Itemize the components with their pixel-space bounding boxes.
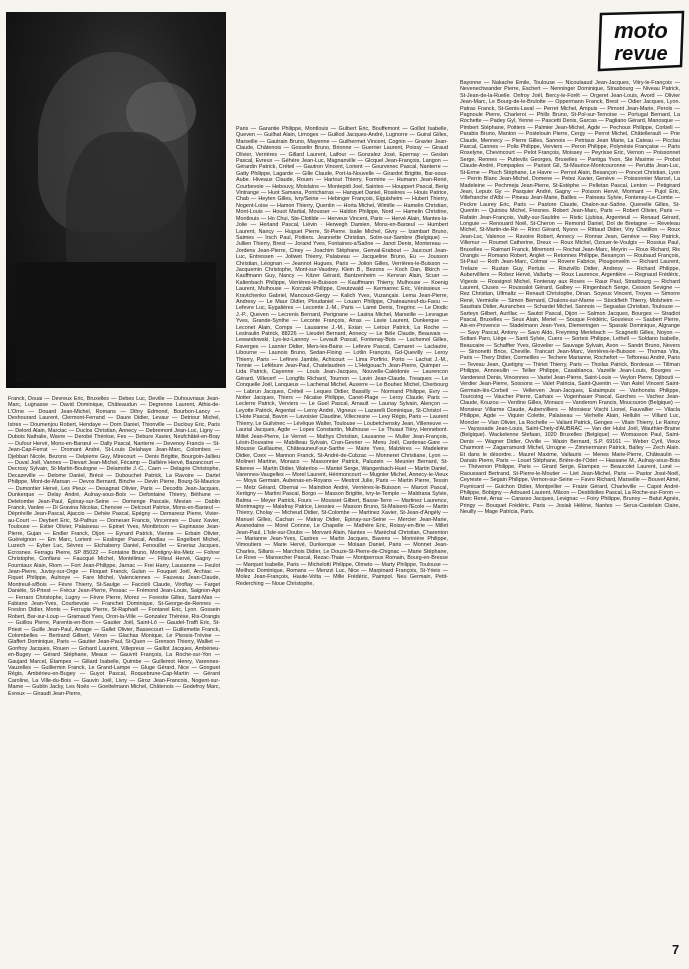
motorcycle-photo xyxy=(6,12,226,388)
page-number: 7 xyxy=(672,942,680,957)
name-list-column-3 xyxy=(460,80,680,966)
logo-revue-text: revue xyxy=(614,43,668,65)
column-text: Bayonne — Nakache Emile, Toulouse — Nicoulaaud Jean-Jacques, Vitry-le-François — Nevenechwander Pierre, Eschert — Nenninger Dominique, Strasbourg — Niveau Patrick, St-Jean-de-la-Ruelle. Onfroy Joël, Bercy-le-Forêt — Orgeret Jean-Louis, Avord — Olivier Jean-Marc, Le Bourg-de-le-Brulotte — Oppermann Franck, Brest — Odier Jacques, Lyon. Patras Franck, St-Genis-Laval — Perret Michel, Ampuis — Pimont Jean-Marie, Perols — Pagnoule Pierre, Charleroi — Phills Bruno, St-Pol-sur-Ternoise — Portugal Bernard, La Rochette — Padey Gyl, Yenne — Pascetti Denis, Garcas — Pagliano Gérard, Manosque — Pimbert Stéphane, Poitiers — Palmier Jean-Michel, Agde — Pechoux Philippe, Corbell — Parabis Bruno, Manton — Postelouin Pierre, Cergy — Perrot Michel, Châtellerault — Prie Claude, Mennecy — Pierre Gilles, Sannois — Petriaux Jean Marie, La Cateau — Picclau Pascal, Cannes — Polis Philippe, Verviers — Peron Philippe, Polynésie Française — Paris Roselyne, Chevincourt — Pelot François, Moissey — Peyrisse Eric, Vernon — Poissonnet Serge, Rennes — Puttevils Georges, Bruxelles — Pantiga Yvon, Ste Maxime — Probst Claude-André, Pompaples — Parisot Gil, St-Maurice-Montcouronne — Peruitta Jean-Luc, St-Erme — Pisch Stéphane, Le Havre — Pernot Alain, Besançon — Poncet Christian, Lyon — Perrin Blanc Jean-Michel, Domene — Petez Xavier, Genève — Poissonnier Marcel, La Madeleine — Pechmeja Jean-Pierre, St-Estèphe — Pelletan Pascal, Lenton — Petigirard Jean, Lepuix Gy — Pasquier André, Gagny — Poisson Hervé, Mormant — Pujol Eric, Villefranche d'Albi — Pineau Jean-Marie, Bailles — Paineau Sylvie, Fontenay-Le-Comte — Peckre Laurey Eric, Paris — Pastore Claude, Chalon-sur-Saône. Quenelle Gilles, St-Quentin — Quiniou Michel, Fresnes. Robert Jean-Marc, Paris — Robert Olivier, Paris — Rafatin Jean-François, Vailly-sur-Sauldre — Ristic Ljubisa, Argenteuil — Renaud Gérard, Longuie — Renouard Noël, St-Cheron — Remond Daniel, Dol de Bretagne — Reveleau Michel, St-Martin-de-Ré — Rinci Gérard, Nyons — Rittaud Didier, Viry Chatillon — Roux Jean-Luc, Valence — Ravoire Robert, Annecy — Ronnar Jean, Genève — Rey Patrick, Villemur — Roumet Catherine, Dreux — Roux Michel, Ozouer-le-Voulgis — Rossius Paul, Bruxelles — Raimart Franck, Miremont — Rochat Jean-Marc, Meyrin — Roux Richard, Ris Orangis — Romano Robert, Anglet — Retonnes Philippe, Besançon — Roubaud François, St-Paul — Roth Jean-Marc, Colmar — Rovere Fabrice, Plougonvelin — Richard Laurent, Trelaze — Rustan Guy, Pertuis — Rinzivillo Didier, Andresy — Richard Philippe, Aubervilliers — Robez Hervé, Vallarby — Roux Laurence, Argentière — Regnaud Frédéric, Vigeois — Rossignol Michel, Fontenay aux Roses — Raux Paul, Strasbourg — Richard Laurent, Cluses — Roussalot Gérard, Galbey — Ringenbach Serge, Cesson Sevigne — Rez Christian, Ulfmaltz — Renault Christophe, Dinan. Soyeux Vincent, Troyes — Simorre René, Vermiolle — Simon Bernard, Chalons-sur-Marne — Stockfleth Thierry, Molsheim — Saudrais Didier, Auranches — Schardel Michel, Sannois — Segualas Christian, Toulouse — Sarteys Gilbert, Aurillac — Sautot Pascal, Dijon — Salmon Jacques, Bourges — Stradiot Pascal, Bruxelles — Seux Alain, Meriel — Souque Frédéric, Gouvieux — Saubert Pierre, Aix-en-Provence — Stadelmann Jean-Yves, Diemeringen — Spasski Dominique, Algrange — Savy Pascal, Antony — Savo Aldo, Freyming Merlebach — Scagnetti Gilles, Noyon — Soltani Paro, Liège — Santi Sylvie, Cuers — Sorteix Philippe, Lethell — Soldano Isabelle, Beaucaire — Schaffter Yves, Glovelier — Sauvage Sylvain, Avon — Sandri Bruno, Nevers — Simonetti Brice, Cheville. Trancart Jean-Marc, Verrières-le-Buisson — Thomas Vita, Paris — Thery Didier, Cormeilles — Techere Marianne, Rochefort — Teftoreau André, Paris — Teveau Jean, Quetigny — Thiriet Thierry, Paris — Thoilas Patrick, Bordeaux — Tillman Philippe, Annoeullin — Tellier Philippe, Casablanca. Vazeille Jean-Louis, Bourges — Vandenest Denis, Vincennes — Vastel Jean-Pierre, Saint-Louis — Veylon Pierre, Djibouti — Verdier Jean-Pierre, Soissons — Valet Patricia, Saint-Quentin — Van Astel Vincent Saint-Germain-lès-Corbeil — Vellerven Jean-Jacques, Estaimpuis — Vanhonsta Philippe, Tourcoing — Vaucher Pierre, Carhaix — Vogenhauer Pascal, Garches — Vachez Jean-Claude, Kouzou — Verdino Gilles, Monaco — Vanderom Francis, Moucouron (Belgique) — Monsieur Villarme Claude, Aubervilliers — Monsieur Vischi Lionel, Fauvallier — Vilacla Philippe, Agde — Viquier Colette, Palaiseau — Verhelle Alain, Hellulin — Villard Luc, Moncler — Vian Olivier, La Rochelle — Valiant Patrick, Genges — Vilain Thierry, Le Raincy — Vaysssade Jean-Louis, Saint-Chely-d'AUBRAC — Van der Hulst Joël, Wauthier-Braine (Belgique). Wackelenne Stefaan, 1020 Bruxelles (Belgique) — Womasson Paul, Saint-Denis — Wagner Didier, Ovville — Waxin Bernard, S.P. 69161 — Weber Cyril, Vieux Charmont — Zagarramurdi Michel, Urrugne — Zimmermann Patrick, Balley — Zech Alain. Et dans le désordre... Maurel Maxime, Vallauris — Menes Marie-Pierre, Châteaulin — Danais Pierre, Paris — Louet Stéphane, Brière-de-l'Odet — Hassane M., Aulnay-sous-Bois — Thévenon Philippe, Paris — Girard Serge, Étampes — Beaucolet Laurent, Luné — Raoussard Bertrand, St-Pierre-le-Moutier — Liet Jean-Michel, Paris — Pastor José-Noël, Ceyreste — Segain Philippe, Vernon-sur-Seine — Favro Richard, Marseille — Bouvet Aimé, Puynicard — Guichon Didier, Montpellier — Fraize Gérard, Charleville — Capot André-Philippe, Bobigny — Adouard Laurent, Mâcon — Desbliolles Pascal, La Roche-sur-Foron — Marc René, Arras — Carasso Jacques, Levignac — Foiry Philippe, Brunoy — Batut Agnès, Pringy — Bouquet Frédéric, Paris — Josiak Hélène, Nantes — Serus-Castelain Claire, Neuilly — Mage Patricia, Paris. xyxy=(460,80,680,516)
moto-revue-logo xyxy=(595,8,687,74)
name-list-column-2 xyxy=(236,126,448,954)
logo-moto-text: moto xyxy=(614,18,668,43)
name-list-column-1 xyxy=(8,396,220,954)
column-text: Franck, Douai — Devreux Eric, Bruxelles — Debes Luc, Deville — Duhouvriaux Jean-Marc, Lugnasse — David Dominique, Châteaudun — Degrenne Laurent, Athis-de-L'Orne — Douard Jean-Michel, Romans — Dihry Edmond, Bourbon-Lancy — Deshourard Laurent, Clermont-Ferrand — Daure Didier, Levaur — Detriour Michel, Istres — Doumenjou Robert, Hendaye — Dorn Daniel, Thionville — Duclouy Eric, Paris — Delord Alain, Marciac — Duclos Christian, Annecy — Debremont Jean-Luc, Ligny — Dubois Nathalie, Wavre — Derobé Thérèse, Fes — Debure Xavier, Neufchâtel-en-Bray — Dufour Hervé, Mons-en-Barœul — Dally Pascal, Nanterre — Devenoy Francis — St-Jean-Cap-Ferrat — Dromant André, St-Louis Delahaye Jean-Marc, Colombes — Djebbari Nicole, Bezons — Delpierre Guy, Mirecourt — Denis Brigitte, Bourgoin-Jallieu — Duval Joël, Vannes — Dievart Jean-Michel, Fécamp — Dallière Hervé, Bazancourt — Decrosy Sylvain, St-Martin-Boulogne — Delamotte J.-C., Caen — Delagrie Christophe, Decazeville — Delome Daniel, Brécé — Dubouchet Patrick, La Ravoire — Dartel Philippe, Mont-de-Marsan — Devos Bernard, Binche — Devin Pierre, Bourg-St-Maurice — Dumontier Hervé, Les Pieux — Desagnat Olivier, Paris — Decodts Jean-Jacques, Dunkerque — Delay André, Aulnay-sous-Bois — Defontaine Thierry, Béthune — Deletombe Jean-Paul, Épinay-sur-Seine — Domenge Pascale, Mevian — Dablin Franck, Vanlee — Di Gravina Nicolas, Chenove — Delcourt Patrice, Mons-en-Barœul — Dépréville Jean-Pascal, Ajaccio — Dehée Pascal, Epégny — Demaresz Pierre, Vivier-au-Court — Deybert Eric, St-Pathus — Dorneuer Francis, Vincennes — Duez Xavier, Toulouse — Estier Olivier, Palaiseau — Epinet Yves, Montbrison — Espinasse Jean-Pierre, Gujan — Endler Franck, Dijon — Eynard Patrick, Vienne — Erbain Olivier, Guéreignon — Em Marc, Lorient — Esslinger Pascal, Andlau — Engelbert Michel, Luzech — Eyber Luc, Sèvres — Etchaberry Daniel, Fenouillet — Eneriaz Jacques, Ecrosnes. Ferragu Pierre, SP 85022 — Fontaine Bruno, Montigny-lès-Metz — Fohrer Christophe, Confians — Faucqué Michel, Montélimar — Filleul Hervé, Gagny — Fourniaux Alain, Riom — Fort Jean-Philippe, Jarnac — Frei Harry, Lausanne — Feulot Jean-Pierre, Juvisy-sur-Orge — Floquet Franck, Gulan — Fouquet Joël, Archiac — Fiquet Philippe, Aulnoye — Fare Michel, Valenciennes — Fauveau Jean-Claude, Montreuil-s/Bois — Fèvre Thierry, St-Saulge — Faccioli Claude, Viroflay — Farget Danièle, St-Priest — Frécur Jean-Pierre, Pessac — Frémond Jean-Louis, Saignon-Apt — Ferraro Christophe, Lugny — Fèvre Pierre, Morez — Forestie Gilles, Saint-Max — Fabiano Jean-Yves, Courbevoie — Franchet Dominique, St-George-de-Rennes — Freslon Didier, Monts — Ferrugia Pierre, St-Raphaël — Fontanel Eric, Lyon. Gossein Robert, Bar-sur-Loup — Gramaud Yves, Oron-la-Ville — Gonzalez Thérèse, Ris-Orangis — Guillou Pierre, Parentis-en-Born — Gautier Joël, Saint-Lô — Gaudel-Traffi Eric, St-Priest — Guille Jean-Paul, Amage — Gallet Olivier, Bassecourt — Guillemette Franck, Colombelles — Bertrand Gilbert, Véron — Glachas Monique, Le Plessis-Trévise — Glaffert Dominique, Paris — Gautier Jean-Paul, St-Quen — Grenson Thierry, Walliet — Gonfroy Jacques, Rouen — Gohard Laurent, Villepreux — Gaillot Jacques, Ambérieu-en-Bugey — Gérard Stéphane, Meaux — Gauvrit François, La Roche-sur-Yon — Gaujard Marcel, Étampes — Gillard Isabelle, Quimbe — Guillemot Henry, Varennes-Vauzelles — Guillermin Franck, Le Grand-Lampe — Gluge Gérard, Nice — Gonguet Régis, Ambérieu-en-Bugey — Guyot Pascal, Roquebrune-Cap-Martin — Gérard Caroline, La Ville-du-Bois — Gauvin Joël, Livry — Giroz Jean-Francois, Nogent-sur-Marne — Gublin Jacky, Les Noës — Goettelmann Michel, Châtenois — Godefroy Marc, Evreux — Giraudt Jean-Pierre, xyxy=(8,396,220,697)
column-text: Paris — Garantie Philippe, Montlouis — Gulbert Eric, Bouffemont — Golliot Isabelle, Queven — Guilhat Alain, Limoges — Guillod Jacques-André, Lugnorre — Guiral Gilles, Marseille — Gautrain Bruno, Mayenne — Guilhermet Vincent, Cognin — Gravier Jean-Claude, Châtenois — Gosselin Bruno, Brionne — Guerrier Laurent, Poissy — Giraud Olivier, Verrières — Gillard Laurent, Laifour — Gonzalez José, Epernay — Geslan Pascal, Evreux — Géhère Jean-Luc, Magnanville — Glcquel Jean-François, Langon — Gérardin Patrick, Créteil — Gautron Vincent, Lorient — Gourvenec Pascal, Nanterre — Gatty Philippe, Lagarde — Gille Claude, Port-la-Nouvelle — Girardot Brigitte, Bar-sous-Aube. Hiveaux Claude, Rouen — Hartout Thierry, Formirie — Humann Jean-René, Courbevoie — Hebouvy, Moislains — Montepidi Joel, Saintes — Houppert Pascal, Berig Vintrange — Huot Samana, Pontcharras — Hanquet Daniel, Rosières — Houis Patrice, Chab — Heyten Gilles, Ivry/Seine — Hebinger François, Eiguisheim — Hubert Thierry, Nogent-Loise — Hamon Thierry, Quentin — Horta Michel, Wimille — Hamelin Christian, Mont-Louis — Houot Martial, Mousser — Haldon Philippe, Nord — Hamelin Christine, Montlouis — Ho Chui, Ste-Clotilde — Herveux Vincent, Paris — Hervé Alain, Mantes-la-Jolie — Herland Pascal, Liévin · Herwegh Damien, Mons-en-Barœul — Humbert Laurent, Nancy — Huguet Pierre, St-Pierre. Isalie Michel, Givry — Izambart Bruno, Saimes — Irsch Paul, Poitiers. Jeannette Christian, Solre-sur-Sambre (Belgique) — Jullien Thierry, Brest — Jorand Yves, Fontaines-s/Saône — Janot Denis, Montereau — Jordens Jean-Pierre, Ciney — Joachim Stéphane, Genval-Erabout — Jaucourt Jean-Luc, Entressen — Joliwet Thierry, Palaiseau — Jacqueline Bruno, Eu — Jousson Christian, Léognan — Jeannot Hugues, Paris — Jolion Gilles, Verrières-le-Buisson — Jacquemin Christophe, Mont-sur-Vaudrey. Klein B., Bezons — Koch Dan, Illkirch — Kauffmann Guy, Nancy — Kitzer Gérard, Bantzenheim — Kervran Alain, Scuer — Kaltenbach Philippe, Verrières-le-Buisson — Kauffmann Thierry, Mulhouse — Koenig Laurent, Mulhouse — Korczak Philippe, Creutzwald — Kermarrec Eric, Vénissieux — Kravtchenko Gabriel, Mancouxt-Gergy — Kalich Yves, Vuzançais. Lema Jean-Pierre, Andresy — Le Maur Didier, Ploudaniel — Louarn Philippe, Chateauneuf-du-Faou — Lefevre Luc, Eygalières — Lecomte J.-M., Paris — Lamé Denis, Tregrinc — Le Diodic J.-P., Queven — Lecrenis Bernard, Perignane — Lasina Michel, Marseille — Levrague Yves, Grande-Synthe — Leconte François, Arras — Lavie Laurent, Dunkerque — Leconet Alain, Comps — Lausanne J.-M., Exian — Letour Patrick, La Roche — Lestraulin Patrick, 88226 — Lieudet Bernard, Annecy — Le Béle Claude, Beauvais — Lewandowski, Lys-lez-Lannoy — Levault Pascal, Fontenay-Bois — Lachemol Gilles, Faverges — Lasnier Didier, Mers-les-Bains — Lefevre Pascal, Camaret — Laclautre, Libourne — Launois Bruno, Sedan-Floing — Lotlin François, Gd-Quevilly — Leroy Thierry, Paris — Lefèvre Jamble, Achicourt — Lima Porfirio, Porto — Lachat J.-M., Tennie — Lefèbure Jean-Paul, Chatelaudren — L'Helgouac'h Jean-Pierre, Quimper — Lida Patrick, Cayenne — Louis Jean-Jacques, Nouvelle-Calédonie — Laurencon Gérard, Villecerf — Longfils Richard, Tournon — Lavin Jean-Claude, Treaques — Le Conquelle Joël, Lanqueux — Lachenal Michel, Auxerre — Le Bouhec Michel, Cherbourg — Labrun Jacques, Créteil — Leques Didier, Bassilly — Normand Philippe, Evry — Notter Jacques, Thiers — Nicaise Philippe, Canet-Plage — Leroy Claude, Paris — Leclerre Patrick, Verviers — Le Guel Pascal, Arnault — Launay Sylvain, Alençon — Leyotte Patrick, Argentat — Leroy André, Vigneux — Lazarelli Dominique, St-Christol — L'Hote Pascal, Bavon — Lavoisier Claudine, Villecresne — Levy Régis, Paris — Laurent Thierry, Le Guilvinec — Lévêque Walter, Toulouse — Loubetchensky Jean, Villeneuve — Laurial Jacques, Agde — Lopes Constantin, Mulhouse — Le Thuaut Tièry, Hennebont. Millet Jean-Pierre, Le Vernet — Mathys Christian, Lausanne — Muller Jean-François, Lésin-Douvaine — Mabilleau Sylvain, Cran-Gevrier — Menu Joël, Cardenac-Gare — Mousse Guillaume, Châteauneuf-sur-Sarthe — Maire Yves, Malzières — Madeleine Didier, Coex — Mannon Franck, St-André-de-Cubzac — Monneret Christiane, Lyon — Molineri Martine, Monaco — Massonnier Patrick, Paluzein — Meunier Bernard, St-Etienne — Martin Didier, Waterloo — Mantel Serge, Wangenbach-Huet — Martin Daniel, Varennes-Vaugelles — Morel Laurent, Hérimoncourt — Mugnier Michel, Annecy-le-Vieux — Moya Germain, Aubenas-en-Royans — Mestrot Julie, Paris — Martin Pierre, Tessin — Metz Gérard, Obernai — Maindron André, Verrières-le-Buisson — Marcot Pascal, Xertigny — Martini Pascal, Borgo — Masson Brigitte, Ivry-le-Temple — Maldrana Sylvie, Balma — Meyer Patrick, Fours — Mousset Gilbert, Basse-Terre — Martinez Laurence, Montmagny — Malafray Patrice, Liessies — Masson Bruno, St-Maixent-l'Ecole — Martin Thierry, Cholay — Micheud Didier, St-Colombe — Martinez Xavier, St-Jean-d'Angély — Manuel Gilles, Cachan — Matray Didier, Epinay-sur-Seine — Mercier Jean-Marie, Avanedaine — Morel Corinne, Le Chapelle — Mathère Eric, Roissy-en-Brie — Millet Jean-Paul, L'Isle-sur-Doubs — Morvant Alain, Nantes — Maréchal Christian, Charenton — Marianne Jean-Yves, Castres — Marlin Jacques, Bavens — Morinière Philippe, Vimoutiers — Marie Hervé, Dunkerque — Molaan Daniel, Paris — Monnet Jean-Charles, Sillans — Marchois Didier, Le Douze-St-Pierre-de-Chignac — Marie Stéphane, Le Rove — Mansecher Pascal, Rezac-Thaie — Montperroux Romain, Bourg-en-Bresse — Marquet Isabelle, Paris — Michelotti Philippe, Olmeto — Marty Philippe, Toulouse — Meilhoc Dominique, Romans — Menzzi Luc, Nice — Marpinard François, St-Yrieix — Molez Jean-François, Haute-Volta — Mille Frédéric, Paimpol. Neu Germain, Petit-Rederching — Noue Christophe, xyxy=(236,126,448,587)
